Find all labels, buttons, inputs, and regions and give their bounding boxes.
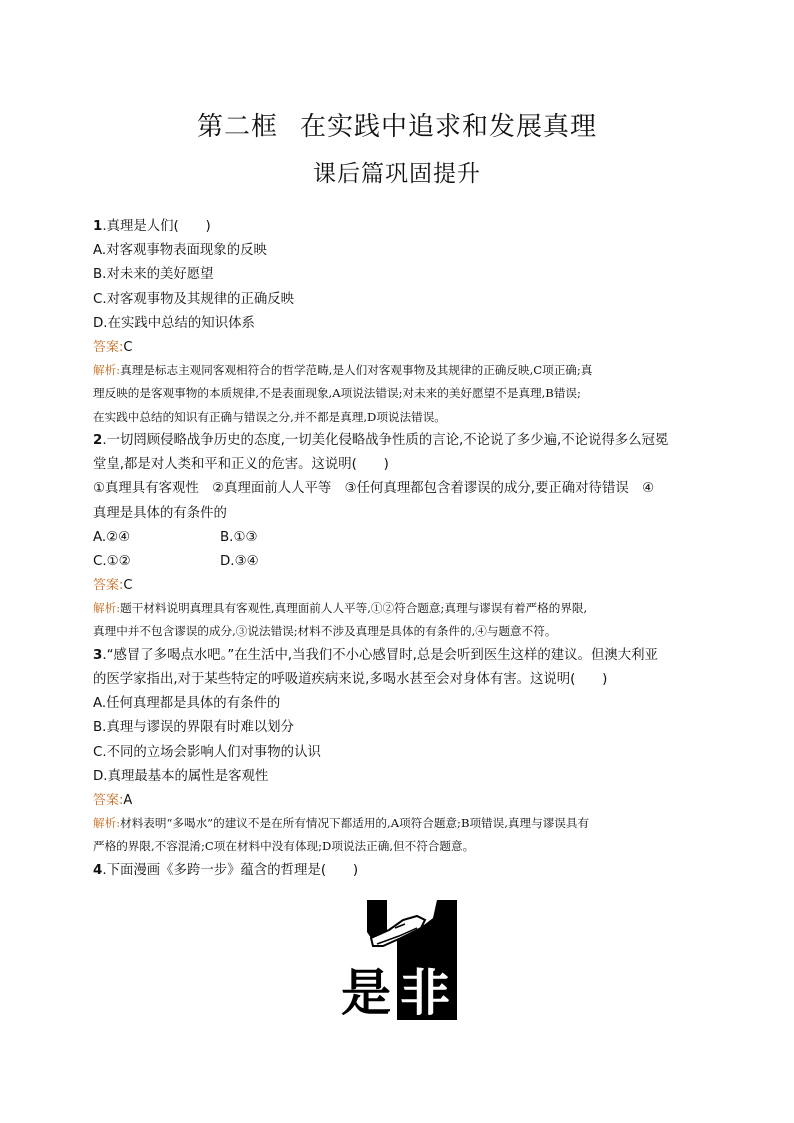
option-row bbox=[93, 550, 703, 574]
explanation-line: 真理中并不包含谬误的成分,③说法错误;材料不涉及真理是具体的有条件的,④与题意不符。 bbox=[93, 624, 557, 639]
explanation-line: 真理是标志主观同客观相符合的哲学范畴,是人们对客观事物及其规律的正确反映,C项正确;真 bbox=[120, 363, 593, 378]
statement-list: ①真理具有客观性 ②真理面前人人平等 ③任何真理都包含着谬误的成分,要正确对待错误 ④ bbox=[93, 481, 655, 497]
question-stem: .下面漫画《多跨一步》蕴含的哲理是( ) bbox=[102, 862, 359, 878]
explanation bbox=[93, 812, 703, 859]
explanation-line: 严格的界限,不容混淆;C项在材料中没有体现;D项说法正确,但不符合题意。 bbox=[93, 839, 475, 854]
title-topic: 在实践中追求和发展真理 bbox=[300, 112, 598, 142]
option-b: B.①③ bbox=[220, 529, 258, 545]
question-stem: .一切罔顾侵略战争历史的态度,一切美化侵略战争性质的言论,不论说了多少遍,不论说得多么冠冕 bbox=[102, 432, 669, 448]
question-number: 3 bbox=[93, 647, 103, 663]
option-b: B.真理与谬误的界限有时难以划分 bbox=[93, 720, 294, 736]
answer-label: 答案: bbox=[93, 578, 124, 594]
question-2 bbox=[93, 429, 703, 644]
question-3 bbox=[93, 644, 703, 859]
option-d: D.在实践中总结的知识体系 bbox=[93, 315, 255, 331]
explanation-line: 理反映的是客观事物的本质规律,不是表面现象,A项说法错误;对未来的美好愿望不是真理,B错误; bbox=[93, 386, 581, 401]
page-subtitle: 课后篇巩固提升 bbox=[313, 161, 481, 187]
question-stem: .“感冒了多喝点水吧。”在生活中,当我们不小心感冒时,总是会听到医生这样的建议。但澳大利亚 bbox=[102, 647, 658, 663]
statement-list: 真理是具体的有条件的 bbox=[93, 505, 227, 521]
option-c: C.①② bbox=[93, 553, 131, 569]
question-stem: 堂皇,都是对人类和平和正义的危害。这说明( ) bbox=[93, 457, 389, 473]
explanation bbox=[93, 359, 703, 429]
option-row bbox=[93, 526, 703, 550]
explanation-line: 在实践中总结的知识有正确与错误之分,并不都是真理,D项说法错误。 bbox=[93, 409, 446, 424]
explanation-label: 解析: bbox=[93, 601, 121, 616]
option-c: C.不同的立场会影响人们对事物的认识 bbox=[93, 744, 321, 760]
question-stem: .真理是人们( ) bbox=[102, 219, 211, 234]
question-number: 2 bbox=[93, 432, 103, 448]
question-stem: 的医学家指出,对于某些特定的呼吸道疾病来说,多喝水甚至会对身体有害。这说明( ) bbox=[93, 671, 608, 687]
explanation-label: 解析: bbox=[93, 363, 121, 378]
option-a: A.对客观事物表面现象的反映 bbox=[93, 243, 267, 259]
comic-char-fei: 非 bbox=[400, 964, 450, 1022]
option-c: C.对客观事物及其规律的正确反映 bbox=[93, 291, 295, 307]
question-1 bbox=[93, 215, 703, 429]
explanation-line: 题干材料说明真理具有客观性,真理面前人人平等,①②符合题意;真理与谬误有着严格的界限, bbox=[120, 601, 588, 616]
explanation-line: 材料表明“多喝水”的建议不是在所有情况下都适用的,A项符合题意;B项错误,真理与谬误具有 bbox=[120, 815, 590, 830]
answer-line bbox=[93, 336, 703, 359]
option-d: D.真理最基本的属性是客观性 bbox=[93, 768, 269, 784]
answer-value: C bbox=[123, 578, 133, 594]
question-number: 1 bbox=[93, 219, 103, 234]
answer-value: A bbox=[123, 792, 133, 808]
option-d: D.③④ bbox=[220, 553, 259, 569]
answer-line bbox=[93, 574, 703, 597]
option-a: A.任何真理都是具体的有条件的 bbox=[93, 696, 281, 712]
answer-label: 答案: bbox=[93, 340, 124, 356]
explanation bbox=[93, 597, 703, 644]
comic-illustration bbox=[337, 898, 459, 1022]
explanation-label: 解析: bbox=[93, 815, 121, 830]
question-list bbox=[93, 215, 703, 883]
answer-line bbox=[93, 789, 703, 812]
question-number: 4 bbox=[93, 862, 103, 878]
comic-char-shi: 是 bbox=[341, 964, 391, 1022]
option-a: A.②④ bbox=[93, 529, 131, 545]
question-4 bbox=[93, 859, 703, 883]
answer-label: 答案: bbox=[93, 792, 124, 808]
page-title bbox=[0, 106, 794, 143]
option-b: B.对未来的美好愿望 bbox=[93, 267, 214, 283]
answer-value: C bbox=[123, 340, 133, 356]
title-section: 第二框 bbox=[196, 112, 278, 142]
